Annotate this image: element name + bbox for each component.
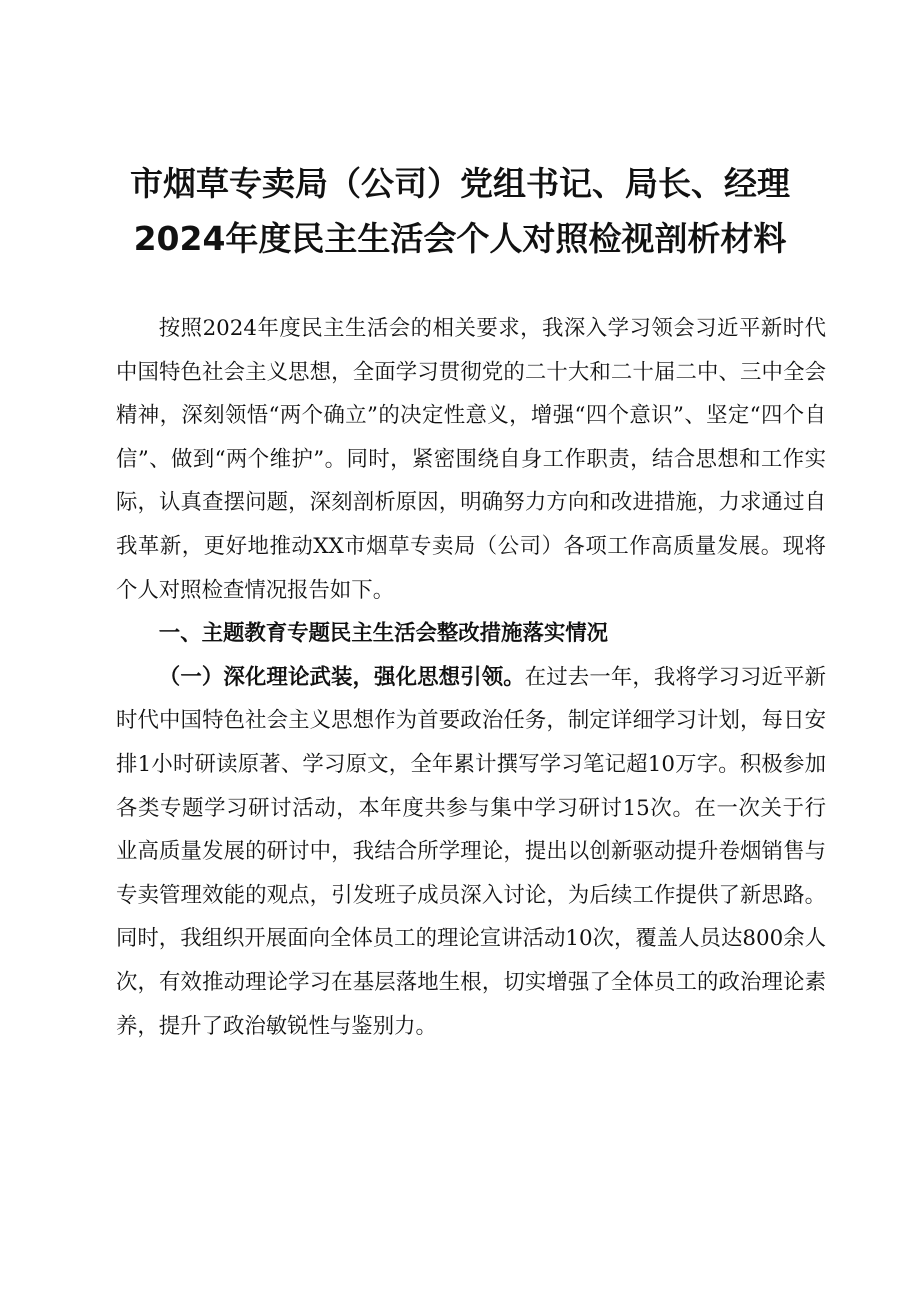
document-title-line-1: 市烟草专卖局（公司）党组书记、局长、经理 <box>130 164 790 203</box>
subsection-text: 在过去一年，我将学习习近平新时代中国特色社会主义思想作为首要政治任务，制定详细学习计划，每日安排1小时研读原著、学习原文，全年累计撰写学习笔记超10万字。积极参加各类专题学习研讨活动，本年度共参与集中学习研讨15次。在一次关于行业高质量发展的研讨中，我结合所学理论，提出以创新驱动提升卷烟销售与专卖管理效能的观点，引发班子成员深入讨论，为后续工作提供了新思路。同时，我组织开展面向全体员工的理论宣讲活动10次，覆盖人员达800余人次，有效推动理论学习在基层落地生根，切实增强了全体员工的政治理论素养，提升了政治敏锐性与鉴别力。 <box>116 664 826 1039</box>
subsection-paragraph <box>116 656 826 1048</box>
document-body <box>116 307 826 1048</box>
subsection-lead: （一）深化理论武装，强化思想引领。 <box>158 664 525 690</box>
document-title-line-2: 2024年度民主生活会个人对照检视剖析材料 <box>133 219 787 258</box>
intro-paragraph: 按照2024年度民主生活会的相关要求，我深入学习领会习近平新时代中国特色社会主义思想，全面学习贯彻党的二十大和二十届二中、三中全会精神，深刻领悟“两个确立”的决定性意义，增强“四个意识”、坚定“四个自信”、做到“两个维护”。同时，紧密围绕自身工作职责，结合思想和工作实际，认真查摆问题，深刻剖析原因，明确努力方向和改进措施，力求通过自我革新，更好地推动XX市烟草专卖局（公司）各项工作高质量发展。现将个人对照检查情况报告如下。 <box>116 316 826 603</box>
section-heading: 一、主题教育专题民主生活会整改措施落实情况 <box>158 621 609 647</box>
